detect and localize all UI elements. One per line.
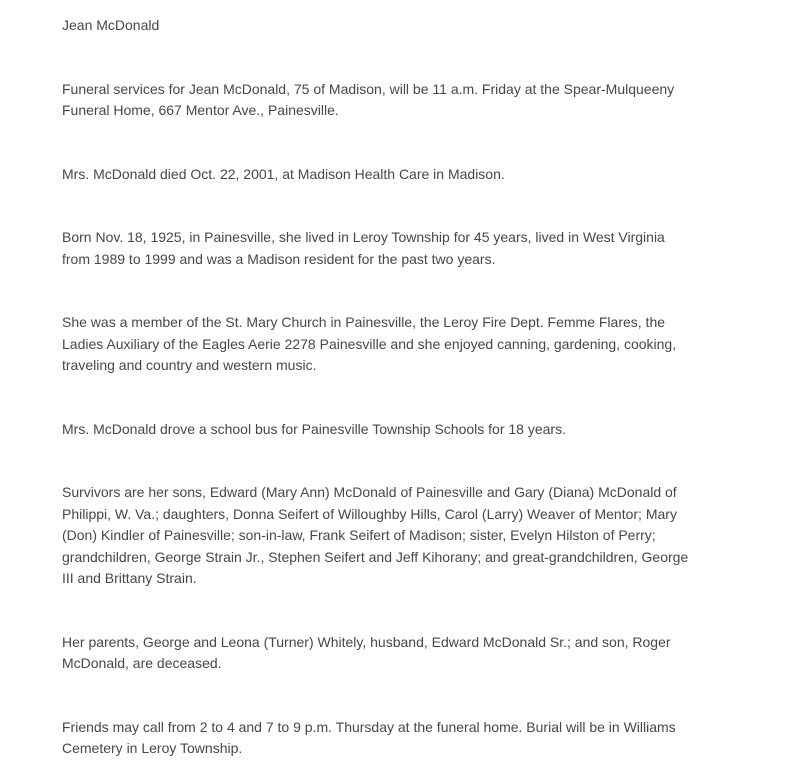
paragraph-death-notice: Mrs. McDonald died Oct. 22, 2001, at Madison Health Care in Madison. (62, 165, 505, 182)
paragraph-memberships-hobbies: She was a member of the St. Mary Church in Painesville, the Leroy Fire Dept. Femme Flares, the Ladies Auxiliary of the Eagles Aerie 2278 Painesville and she enjoyed canning, gardening, cooking, traveling and country and western music. (62, 314, 677, 373)
paragraph-predeceased: Her parents, George and Leona (Turner) Whitely, husband, Edward McDonald Sr.; and son, Roger McDonald, are deceased. (62, 633, 671, 671)
paragraph-biography: Born Nov. 18, 1925, in Painesville, she lived in Leroy Township for 45 years, lived in West Virginia from 1989 to 1999 and was a Madison resident for the past two years. (62, 229, 665, 267)
paragraph-funeral-services: Funeral services for Jean McDonald, 75 of Madison, will be 11 a.m. Friday at the Spear-Mulqueeny Funeral Home, 667 Mentor Ave., Painesville. (62, 80, 675, 118)
paragraph-career: Mrs. McDonald drove a school bus for Painesville Township Schools for 18 years. (62, 420, 566, 437)
paragraph-visitation-burial: Friends may call from 2 to 4 and 7 to 9 p.m. Thursday at the funeral home. Burial will be in Williams Cemetery in Leroy Township. (62, 718, 676, 756)
deceased-name: Jean McDonald (62, 17, 160, 33)
paragraph-survivors: Survivors are her sons, Edward (Mary Ann) McDonald of Painesville and Gary (Diana) McDonald of Philippi, W. Va.; daughters, Donna Seifert of Willoughby Hills, Carol (Larry) Weaver of Mentor; Mary (Don) Kindler of Painesville; son-in-law, Frank Seifert of Madison; sister, Evelyn Hilston of Perry; grandchildren, George Strain Jr., Stephen Seifert and Jeff Kihorany; and great-grandchildren, George III and Brittany Strain. (62, 484, 689, 586)
